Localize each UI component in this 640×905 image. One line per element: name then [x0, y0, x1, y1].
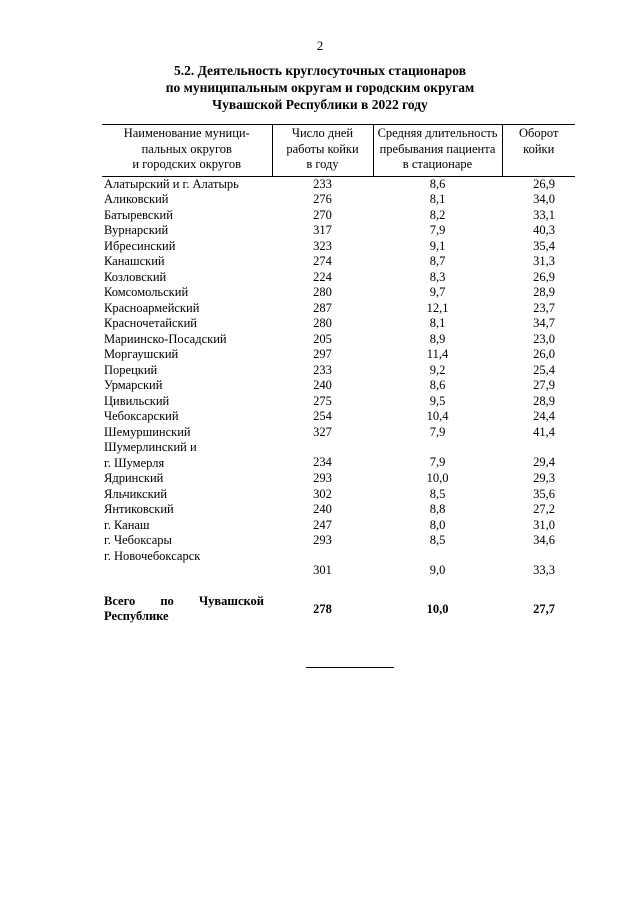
turnover-value: 34,0 — [533, 192, 555, 206]
avg-stay-value: 7,9 — [429, 454, 446, 469]
turnover-value: 33,3 — [533, 563, 555, 577]
avg-stay-value: 9,0 — [429, 563, 446, 577]
bed-days-value: 224 — [313, 269, 332, 284]
table-row — [102, 502, 575, 518]
district-name: Вурнарский — [104, 223, 169, 237]
bed-days-value: 275 — [313, 393, 332, 408]
district-name: Янтиковский — [104, 502, 174, 516]
avg-stay-value: 10,0 — [426, 471, 449, 485]
table-row — [102, 549, 575, 580]
total-days: 278 — [313, 601, 332, 616]
avg-stay-value: 8,0 — [429, 517, 446, 532]
district-name: г. Новочебоксарск — [104, 548, 201, 563]
table-row — [102, 425, 575, 441]
header-avg-stay: Средняя длительность пребывания пациента в стационаре — [373, 125, 502, 177]
bed-days-value: 274 — [313, 254, 332, 268]
table-row — [102, 533, 575, 549]
district-name: Шемуршинский — [104, 424, 191, 439]
district-name: Порецкий — [104, 362, 158, 377]
bed-days-value: 297 — [313, 347, 332, 361]
table-row — [102, 254, 575, 270]
header-bed-days: Число дней работы койки в году — [272, 125, 373, 177]
turnover-value: 26,9 — [533, 269, 555, 284]
bed-days-value: 234 — [313, 454, 332, 469]
bed-days-value: 247 — [313, 517, 332, 532]
avg-stay-value: 8,1 — [429, 192, 446, 206]
bed-days-value: 270 — [313, 207, 332, 222]
turnover-value: 23,0 — [533, 331, 555, 346]
turnover-value: 35,6 — [533, 486, 555, 501]
table-row — [102, 239, 575, 255]
district-name: Шумерлинский и г. Шумерля — [104, 440, 197, 470]
avg-stay-value: 8,5 — [429, 533, 446, 547]
avg-stay-value: 11,4 — [426, 347, 449, 361]
district-name: Комсомольский — [104, 285, 189, 299]
total-turnover: 27,7 — [533, 601, 555, 616]
bed-days-value: 240 — [313, 502, 332, 516]
footer-divider — [306, 667, 394, 668]
turnover-value: 33,1 — [533, 207, 555, 222]
avg-stay-value: 7,9 — [429, 223, 446, 237]
avg-stay-value: 8,2 — [429, 207, 446, 222]
bed-days-value: 302 — [313, 486, 332, 501]
district-name: Ибресинский — [104, 238, 176, 253]
district-name: Ядринский — [104, 471, 164, 485]
table-row — [102, 332, 575, 348]
avg-stay-value: 10,4 — [426, 409, 449, 423]
table-row — [102, 270, 575, 286]
bed-days-value: 280 — [313, 316, 332, 330]
table-row — [102, 378, 575, 394]
turnover-value: 31,0 — [533, 517, 555, 532]
district-name: г. Чебоксары — [104, 533, 172, 547]
bed-days-value: 323 — [313, 238, 332, 253]
table-row — [102, 440, 575, 471]
turnover-value: 29,4 — [533, 454, 555, 469]
district-name: Козловский — [104, 269, 167, 284]
total-row — [102, 580, 575, 625]
bed-days-value: 233 — [313, 362, 332, 377]
table-row — [102, 285, 575, 301]
district-name: Алатырский и г. Алатырь — [104, 176, 239, 191]
total-label: Всего по Чувашской Республике — [104, 593, 264, 623]
district-name: Яльчикский — [104, 486, 168, 501]
turnover-value: 27,9 — [533, 378, 555, 392]
district-name: Канашский — [104, 254, 165, 268]
total-avg-stay: 10,0 — [426, 601, 449, 616]
title-line-1: 5.2. Деятельность круглосуточных стационаров — [173, 63, 467, 78]
turnover-value: 26,9 — [533, 176, 555, 191]
avg-stay-value: 8,3 — [429, 269, 446, 284]
turnover-value: 34,7 — [533, 316, 555, 330]
bed-days-value: 293 — [313, 471, 332, 485]
bed-days-value: 301 — [313, 563, 332, 577]
bed-days-value: 317 — [313, 223, 332, 237]
bed-days-value: 287 — [313, 300, 332, 315]
turnover-value: 28,9 — [533, 285, 555, 299]
turnover-value: 40,3 — [533, 223, 555, 237]
turnover-value: 28,9 — [533, 393, 555, 408]
district-name: г. Канаш — [104, 517, 150, 532]
avg-stay-value: 9,5 — [429, 393, 446, 408]
table-row — [102, 471, 575, 487]
avg-stay-value: 8,6 — [429, 176, 446, 191]
district-name: Урмарский — [104, 378, 163, 392]
bed-days-value: 276 — [313, 192, 332, 206]
turnover-value: 27,2 — [533, 502, 555, 516]
district-name: Моргаушский — [104, 347, 179, 361]
bed-days-value: 280 — [313, 285, 332, 299]
table-row — [102, 208, 575, 224]
turnover-value: 25,4 — [533, 362, 555, 377]
district-name: Красноармейский — [104, 300, 200, 315]
avg-stay-value: 9,2 — [429, 362, 446, 377]
title-line-2: по муниципальным округам и городским округам — [165, 80, 475, 95]
page-number: 2 — [316, 38, 324, 53]
avg-stay-value: 8,6 — [429, 378, 446, 392]
table-title — [0, 62, 640, 113]
table-row — [102, 363, 575, 379]
statistics-table — [102, 124, 575, 625]
table-row — [102, 487, 575, 503]
bed-days-value: 254 — [313, 409, 332, 423]
turnover-value: 35,4 — [533, 238, 555, 253]
district-name: Аликовский — [104, 192, 169, 206]
title-line-3: Чувашской Республики в 2022 году — [212, 97, 428, 112]
table-row — [102, 409, 575, 425]
bed-days-value: 293 — [313, 533, 332, 547]
district-name: Цивильский — [104, 393, 170, 408]
avg-stay-value: 8,1 — [429, 316, 446, 330]
table-row — [102, 176, 575, 192]
district-name: Мариинско-Посадский — [104, 331, 227, 346]
header-district: Наименование муници- пальных округов и городских округов — [102, 125, 272, 177]
table-row — [102, 316, 575, 332]
table-row — [102, 223, 575, 239]
turnover-value: 34,6 — [533, 533, 555, 547]
avg-stay-value: 9,7 — [429, 285, 446, 299]
avg-stay-value: 8,8 — [429, 502, 446, 516]
table-row — [102, 347, 575, 363]
table-header-row — [102, 125, 575, 177]
table-row — [102, 394, 575, 410]
turnover-value: 26,0 — [533, 347, 555, 361]
turnover-value: 29,3 — [533, 471, 555, 485]
district-name: Батыревский — [104, 207, 173, 222]
turnover-value: 31,3 — [533, 254, 555, 268]
header-bed-turnover: Оборот койки — [502, 125, 575, 177]
avg-stay-value: 9,1 — [429, 238, 446, 253]
bed-days-value: 327 — [313, 424, 332, 439]
avg-stay-value: 8,5 — [429, 486, 446, 501]
table-row — [102, 192, 575, 208]
table-row — [102, 301, 575, 317]
turnover-value: 23,7 — [533, 300, 555, 315]
turnover-value: 41,4 — [533, 424, 555, 439]
avg-stay-value: 12,1 — [426, 300, 449, 315]
avg-stay-value: 8,9 — [429, 331, 446, 346]
avg-stay-value: 8,7 — [429, 254, 446, 268]
avg-stay-value: 7,9 — [429, 424, 446, 439]
bed-days-value: 233 — [313, 176, 332, 191]
turnover-value: 24,4 — [533, 409, 555, 423]
bed-days-value: 240 — [313, 378, 332, 392]
table-row — [102, 518, 575, 534]
bed-days-value: 205 — [313, 331, 332, 346]
district-name: Чебоксарский — [104, 409, 179, 423]
district-name: Красночетайский — [104, 316, 197, 330]
